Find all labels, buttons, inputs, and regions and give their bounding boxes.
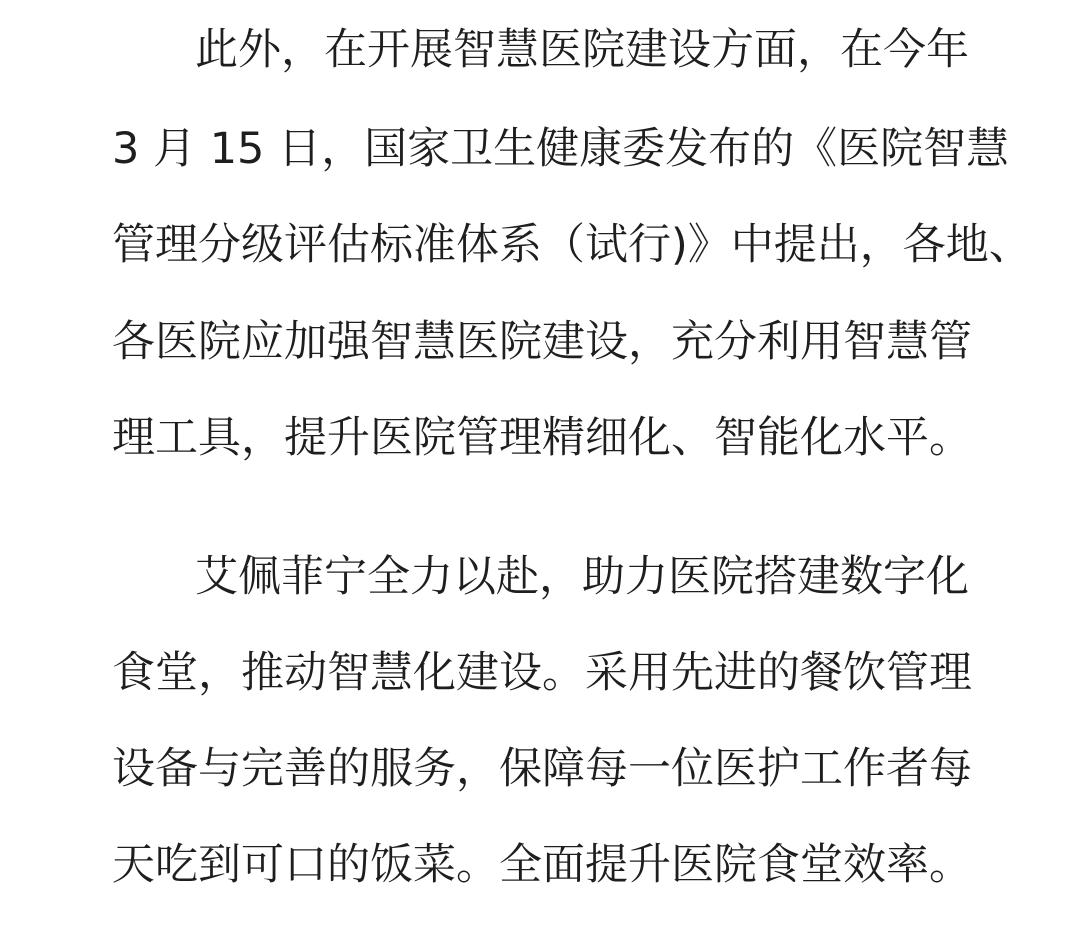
paragraph-1-line-1: 此外，在开展智慧医院建设方面，在今年 (195, 25, 969, 75)
paragraph-1-line-3: 管理分级评估标准体系（试行)》中提出，各地、 (112, 220, 1032, 270)
paragraph-1-line-5: 理工具，提升医院管理精细化、智能化水平。 (112, 413, 972, 463)
paragraph-2-line-2: 食堂，推动智慧化建设。采用先进的餐饮管理 (112, 648, 972, 698)
paragraph-2-line-3: 设备与完善的服务，保障每一位医护工作者每 (112, 744, 972, 794)
paragraph-2-line-1: 艾佩菲宁全力以赴，助力医院搭建数字化 (195, 552, 969, 602)
paragraph-1-line-4: 各医院应加强智慧医院建设，充分利用智慧管 (112, 317, 972, 367)
paragraph-1-line-2: 3 月 15 日，国家卫生健康委发布的《医院智慧 (112, 124, 1010, 174)
paragraph-2-line-4: 天吃到可口的饭菜。全面提升医院食堂效率。 (112, 840, 972, 890)
